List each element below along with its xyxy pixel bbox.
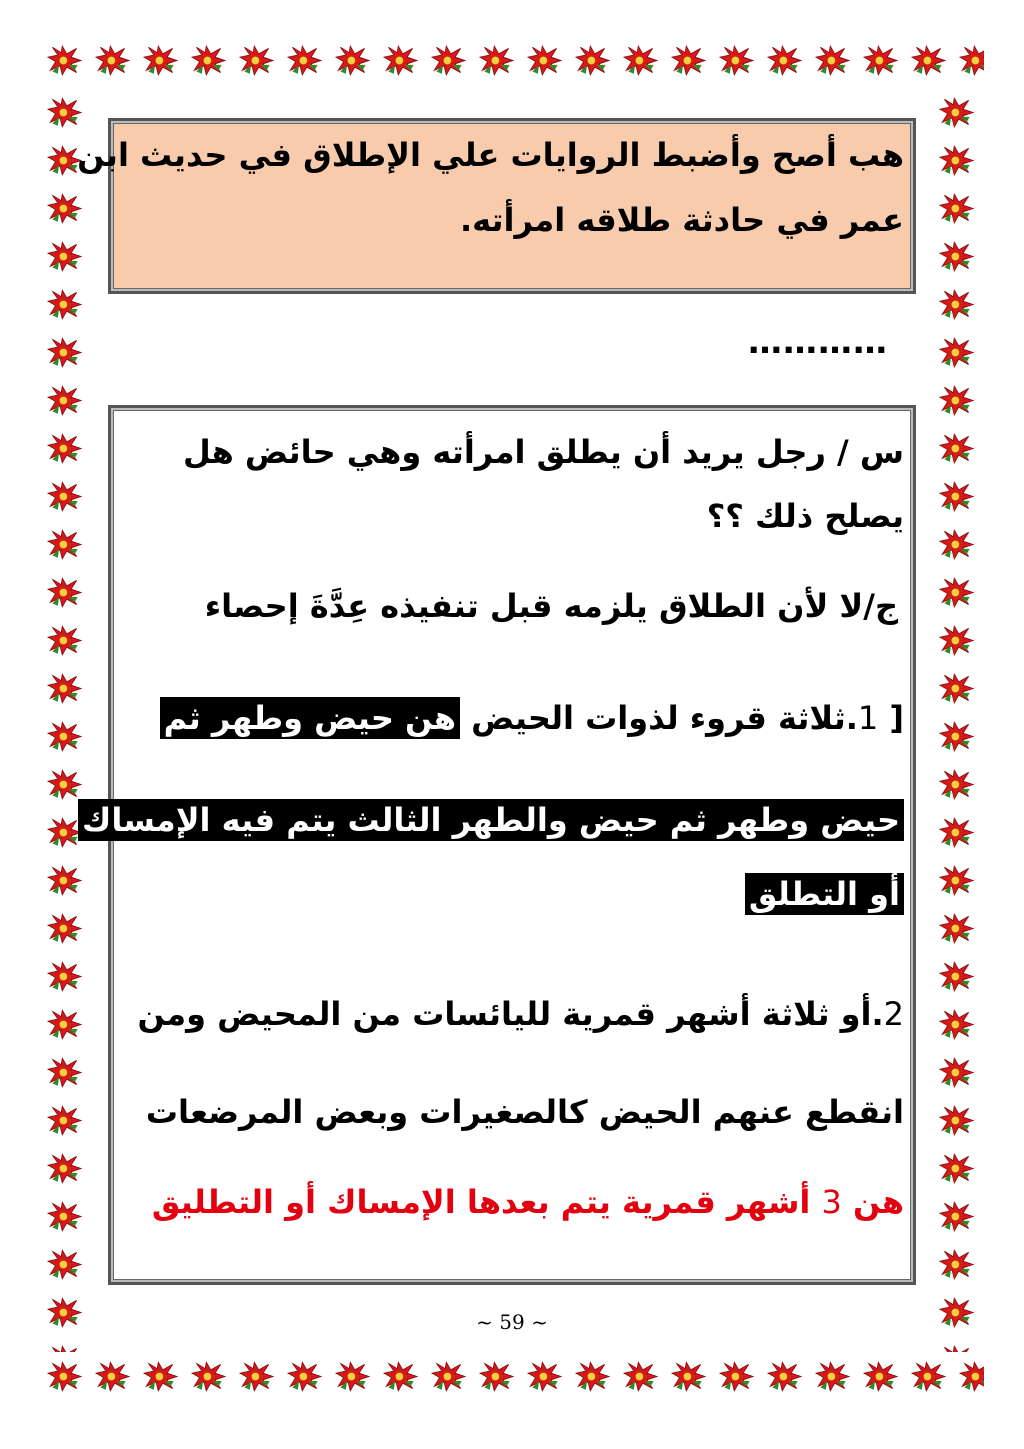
question-line1: س / رجل يريد أن يطلق امرأته وهي حائض هل: [183, 433, 904, 471]
item1-line3-highlight: أو التطلق: [745, 873, 904, 915]
page-number: ~ 59 ~: [476, 1310, 548, 1334]
border-bottom: [40, 1352, 984, 1404]
ellipsis-dots: …………: [748, 322, 888, 362]
item2-text: .أو ثلاثة أشهر قمرية لليائسات من المحيض ومن: [137, 995, 884, 1033]
red-text: أشهر قمرية يتم بعدها الإمساك أو التطليق: [151, 1183, 822, 1221]
item1-text: .ثلاثة قروء لذوات الحيض: [460, 699, 858, 737]
item1-number: 1: [857, 699, 879, 737]
answer-line: ج/لا لأن الطلاق يلزمه قبل تنفيذه عِدَّةَ إحصاء: [204, 587, 898, 625]
item2-line2: انقطع عنهم الحيض كالصغيرات وبعض المرضعات: [145, 1093, 904, 1131]
box1-line2: عمر في حادثة طلاقه امرأته.: [459, 201, 904, 239]
question-line2: يصلح ذلك ؟؟: [706, 497, 904, 535]
red-prefix: هن: [841, 1183, 904, 1221]
item2-number: 2: [883, 995, 904, 1033]
item1-line1: [120, 698, 904, 738]
question-answer-box: [108, 405, 916, 1285]
red-summary-line: [120, 1182, 904, 1222]
red-number: 3: [821, 1183, 842, 1221]
item1-prefix: [: [878, 699, 904, 737]
border-top: [40, 36, 984, 88]
item1-line2: [82, 800, 904, 840]
border-left: [40, 88, 92, 1352]
box1-line1: هب أصح وأضبط الروايات علي الإطلاق في حديث ابن: [77, 136, 904, 174]
item1-line2-highlight: حيض وطهر ثم حيض والطهر الثالث يتم فيه الإمساك: [78, 799, 904, 841]
border-right: [932, 88, 984, 1352]
item1-highlight: هن حيض وطهر ثم: [160, 697, 460, 739]
item1-line3: [120, 874, 904, 914]
item2-line1: [120, 994, 904, 1034]
